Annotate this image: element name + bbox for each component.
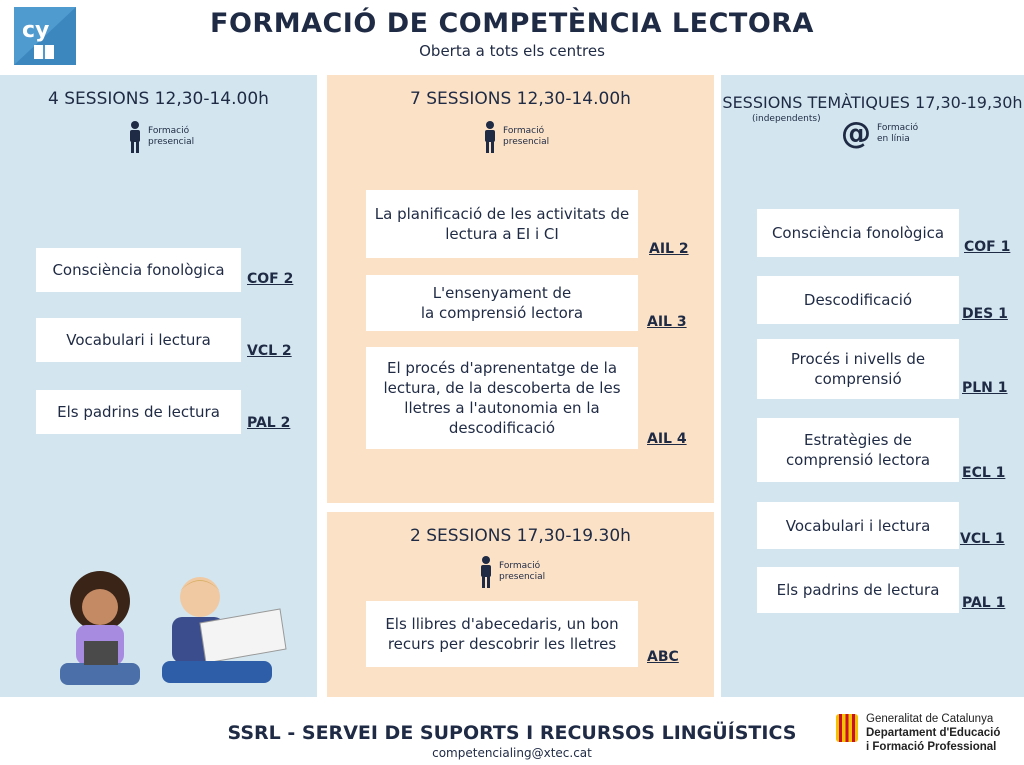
course-card[interactable] (757, 418, 959, 482)
mode-label-1: Formació (503, 126, 545, 136)
course-card[interactable] (757, 209, 959, 257)
course-card[interactable] (757, 567, 959, 613)
panel-middle-bottom (327, 512, 714, 697)
course-label-line: descodificació (448, 419, 556, 437)
footer-title: SSRL - SERVEI DE SUPORTS I RECURSOS LINGÜÍSTICS (227, 722, 797, 744)
course-code-link[interactable]: AIL 3 (647, 314, 687, 330)
mode-presencial (483, 121, 549, 153)
panel-middle-top-heading: 7 SESSIONS 12,30-14.00h (410, 89, 631, 109)
person-icon (483, 121, 497, 153)
panel-left (0, 75, 317, 697)
course-card[interactable] (757, 502, 959, 549)
course-code-link[interactable]: PAL 1 (962, 595, 1006, 611)
course-label-line: comprensió lectora (785, 451, 931, 469)
mode-label-1: Formació (877, 123, 919, 133)
department-name-2: i Formació Professional (866, 741, 997, 753)
mode-label-2: presencial (499, 572, 546, 582)
course-card[interactable] (366, 190, 638, 258)
course-code-link[interactable]: ABC (647, 649, 679, 665)
course-label-line: la comprensió lectora (420, 304, 584, 322)
course-label-line: Els padrins de lectura (776, 581, 940, 599)
course-card[interactable] (366, 347, 638, 449)
svg-text:cy: cy (22, 18, 50, 43)
course-label-line: lectura a EI i CI (445, 225, 559, 243)
course-label: Els padrins de lectura (57, 403, 220, 421)
person-icon (128, 121, 142, 153)
panel-middle-top (327, 75, 714, 503)
course-card[interactable] (757, 339, 959, 399)
course-label-line: La planificació de les activitats de (374, 205, 630, 223)
generalitat-logo (836, 712, 1016, 756)
course-label-line: Els llibres d'abecedaris, un bon (385, 615, 619, 633)
course-label-line: Consciència fonològica (771, 224, 945, 242)
department-name-1: Departament d'Educació (866, 727, 1001, 739)
mode-en-linia (841, 116, 919, 151)
course-label-line: Procés i nivells de (790, 350, 926, 368)
course-label-line: lectura, de la descoberta de les (383, 379, 621, 397)
course-card[interactable] (36, 390, 241, 434)
footer-email-link[interactable]: competencialing@xtec.cat (432, 746, 592, 760)
person-icon (479, 556, 493, 588)
panel-middle-bottom-heading: 2 SESSIONS 17,30-19.30h (410, 526, 631, 546)
course-code-link[interactable]: DES 1 (962, 306, 1008, 322)
generalitat-flag-icon (836, 714, 858, 742)
course-code-link[interactable]: COF 2 (247, 271, 294, 287)
course-code-link[interactable]: COF 1 (964, 239, 1011, 255)
course-label-line: L'ensenyament de (432, 284, 572, 302)
course-label-line: comprensió (814, 370, 902, 388)
course-label: Consciència fonològica (52, 261, 225, 279)
at-sign-icon: @ (841, 116, 871, 151)
mode-label-1: Formació (499, 561, 541, 571)
course-code-link[interactable]: AIL 4 (647, 431, 687, 447)
children-reading-illustration (50, 563, 290, 703)
mode-label-2: en línia (877, 134, 910, 144)
generalitat-name: Generalitat de Catalunya (866, 713, 994, 725)
mode-label-2: presencial (148, 137, 195, 147)
mode-presencial (128, 121, 194, 153)
course-label-line: El procés d'aprenentatge de la (386, 359, 618, 377)
panel-right-heading: SESSIONS TEMÀTIQUES 17,30-19,30h (722, 93, 1023, 112)
course-card[interactable] (36, 318, 241, 362)
course-label-line: Descodificació (803, 291, 913, 309)
panel-left-heading: 4 SESSIONS 12,30-14.00h (48, 89, 269, 109)
course-label: Vocabulari i lectura (66, 331, 211, 349)
page-subtitle: Oberta a tots els centres (419, 42, 605, 60)
panel-right (721, 75, 1024, 697)
course-label-line: recurs per descobrir les lletres (387, 635, 617, 653)
panel-right-note: (independents) (752, 114, 821, 124)
mode-label-2: presencial (503, 137, 550, 147)
course-code-link[interactable]: ECL 1 (962, 465, 1006, 481)
course-code-link[interactable]: PLN 1 (962, 380, 1008, 396)
course-card[interactable] (366, 601, 638, 667)
course-code-link[interactable]: VCL 2 (247, 343, 292, 359)
course-code-link[interactable]: AIL 2 (649, 241, 689, 257)
course-code-link[interactable]: PAL 2 (247, 415, 291, 431)
mode-presencial (479, 556, 545, 588)
page-title: FORMACIÓ DE COMPETÈNCIA LECTORA (210, 8, 814, 39)
course-label-line: Estratègies de (804, 431, 912, 449)
mode-label-1: Formació (148, 126, 190, 136)
course-card[interactable] (36, 248, 241, 292)
course-label-line: Vocabulari i lectura (785, 516, 931, 535)
course-card[interactable] (757, 276, 959, 324)
course-card[interactable] (366, 275, 638, 331)
course-label-line: lletres a l'autonomia en la (404, 399, 600, 417)
course-code-link[interactable]: VCL 1 (960, 531, 1005, 547)
